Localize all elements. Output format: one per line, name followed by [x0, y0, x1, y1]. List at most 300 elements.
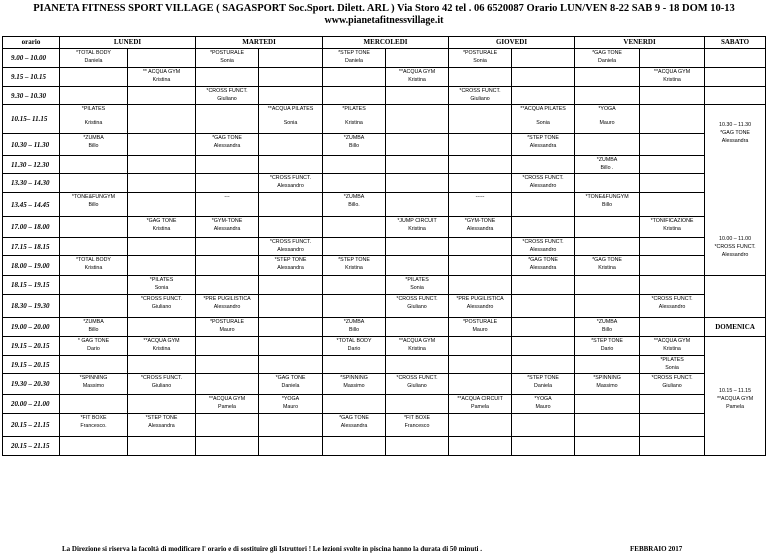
schedule-cell — [512, 356, 575, 374]
class-entry — [128, 68, 195, 84]
sunday-label-cell — [705, 318, 766, 337]
schedule-cell — [449, 337, 512, 356]
schedule-cell — [575, 49, 640, 68]
class-entry — [386, 217, 448, 233]
schedule-cell — [512, 68, 575, 87]
schedule-cell — [449, 318, 512, 337]
schedule-cell — [512, 337, 575, 356]
schedule-cell — [128, 395, 196, 414]
class-entry — [60, 134, 127, 150]
schedule-cell — [575, 374, 640, 395]
class-title: *TOTAL BODY — [76, 257, 111, 263]
class-entry — [323, 105, 385, 127]
class-entry — [259, 174, 322, 190]
class-title: **ACQUA PILATES — [520, 106, 566, 112]
class-entry — [575, 156, 639, 172]
schedule-cell — [196, 193, 259, 217]
class-title: *ZUMBA — [343, 319, 365, 325]
class-instructor: Alessandra — [340, 423, 368, 429]
schedule-cell — [60, 238, 128, 256]
time-slot: 9.00 – 10.00 — [3, 49, 60, 68]
schedule-cell — [323, 414, 386, 437]
schedule-cell — [449, 49, 512, 68]
class-title: *STEP TONE — [591, 338, 623, 344]
class-title: *CROSS FUNCT. — [651, 296, 693, 302]
schedule-cell — [640, 238, 705, 256]
class-entry — [259, 256, 322, 272]
class-entry — [196, 87, 258, 103]
class-instructor: Massimo — [82, 383, 105, 389]
header-day-wednesday: MERCOLEDI — [323, 37, 449, 49]
schedule-cell — [512, 49, 575, 68]
schedule-cell — [449, 437, 512, 456]
class-title: *PILATES — [81, 106, 106, 112]
schedule-cell — [259, 87, 323, 105]
class-title: --- — [224, 194, 230, 200]
class-instructor: Sonia — [410, 285, 424, 291]
table-row — [3, 374, 766, 395]
schedule-cell — [640, 49, 705, 68]
schedule-cell — [449, 87, 512, 105]
class-entry — [512, 374, 574, 390]
class-title: *GYM-TONE — [464, 218, 496, 224]
time-slot: 10.15– 11.15 — [3, 105, 60, 134]
schedule-cell — [196, 217, 259, 238]
schedule-cell — [386, 217, 449, 238]
table-header-row — [3, 37, 766, 49]
header-day-saturday: SABATO — [705, 37, 766, 49]
schedule-cell — [512, 87, 575, 105]
class-entry — [323, 318, 385, 334]
schedule-cell — [386, 356, 449, 374]
schedule-cell — [128, 49, 196, 68]
schedule-cell — [386, 68, 449, 87]
class-instructor: Pamela — [471, 404, 490, 410]
class-entry — [449, 395, 511, 411]
class-instructor: Kristina — [84, 120, 103, 126]
time-slot: 10.30 – 11.30 — [3, 134, 60, 156]
class-instructor: Kristina — [663, 77, 681, 83]
schedule-cell — [128, 295, 196, 318]
class-entry — [386, 374, 448, 390]
class-instructor: Francesco — [404, 423, 430, 429]
schedule-cell — [323, 68, 386, 87]
schedule-cell — [323, 134, 386, 156]
class-instructor: Dario — [600, 346, 614, 352]
class-instructor: Giuliano — [217, 96, 237, 102]
schedule-cell — [640, 295, 705, 318]
class-title: *CROSS FUNCT. — [269, 175, 312, 181]
class-title: *FIT BOXE — [80, 415, 107, 421]
schedule-cell — [386, 295, 449, 318]
schedule-cell — [196, 318, 259, 337]
class-instructor: Alessandro — [277, 247, 304, 253]
saturday-cell — [705, 68, 766, 87]
class-instructor: Billo — [88, 202, 99, 208]
schedule-cell — [128, 318, 196, 337]
schedule-cell — [449, 68, 512, 87]
schedule-cell — [60, 87, 128, 105]
class-instructor: Kristina — [408, 346, 426, 352]
schedule-cell — [128, 217, 196, 238]
header-day-tuesday: MARTEDI — [196, 37, 323, 49]
class-instructor: Kristina — [663, 346, 681, 352]
class-title: *ZUMBA — [83, 319, 104, 325]
class-instructor: Alessandro — [277, 183, 304, 189]
time-slot: 17.15 – 18.15 — [3, 238, 60, 256]
header-website: www.pianetafitnessvillage.it — [324, 15, 444, 26]
class-title: *CROSS FUNCT. — [140, 296, 183, 302]
class-entry — [60, 49, 127, 65]
schedule-cell — [323, 174, 386, 193]
schedule-cell — [575, 156, 640, 174]
schedule-cell — [259, 276, 323, 295]
class-entry — [196, 295, 258, 311]
schedule-cell — [386, 174, 449, 193]
schedule-cell — [259, 395, 323, 414]
class-instructor: Kristina — [84, 265, 103, 271]
saturday-block — [705, 105, 766, 276]
class-entry — [640, 356, 704, 372]
class-instructor: Daniela — [598, 58, 617, 64]
time-slot: 18.00 – 19.00 — [3, 256, 60, 276]
class-title: **ACQUA GYM — [653, 338, 691, 344]
class-entry — [449, 217, 511, 233]
schedule-cell — [196, 374, 259, 395]
schedule-cell — [640, 414, 705, 437]
time-slot: 13.45 – 14.45 — [3, 193, 60, 217]
class-title: *TONIFICAZIONE — [650, 218, 694, 224]
page-footer — [0, 540, 768, 558]
class-title: *TONE&FUNGYM — [585, 194, 629, 200]
schedule-cell — [323, 374, 386, 395]
class-title: *ZUMBA — [83, 135, 104, 141]
table-row — [3, 238, 766, 256]
schedule-cell — [60, 193, 128, 217]
schedule-cell — [259, 156, 323, 174]
schedule-cell — [60, 174, 128, 193]
schedule-cell — [575, 193, 640, 217]
class-title: *CROSS FUNCT. — [396, 375, 438, 381]
table-row — [3, 395, 766, 414]
class-entry — [60, 105, 127, 127]
class-title: *GAG TONE — [146, 218, 177, 224]
schedule-cell — [386, 193, 449, 217]
schedule-cell — [196, 49, 259, 68]
class-entry — [449, 295, 511, 311]
schedule-cell — [449, 276, 512, 295]
class-entry — [512, 105, 574, 127]
class-title: *GAG TONE — [592, 50, 622, 56]
class-title: **ACQUA PILATES — [267, 106, 314, 112]
class-title: **ACQUA GYM — [208, 396, 246, 402]
class-title: *CROSS FUNCT. — [396, 296, 438, 302]
class-title: *STEP TONE — [527, 375, 559, 381]
schedule-cell — [386, 395, 449, 414]
class-entry — [449, 318, 511, 334]
class-instructor: Mauro — [599, 120, 615, 126]
schedule-cell — [323, 217, 386, 238]
schedule-cell — [259, 318, 323, 337]
class-entry — [640, 68, 704, 84]
schedule-cell — [128, 174, 196, 193]
schedule-cell — [386, 156, 449, 174]
schedule-cell — [323, 256, 386, 276]
class-instructor: Francesco. — [80, 423, 107, 429]
class-title: *PILATES — [660, 357, 684, 363]
schedule-cell — [512, 256, 575, 276]
class-instructor: Sonia — [536, 120, 550, 126]
class-instructor: Mauro — [219, 327, 235, 333]
schedule-cell — [60, 134, 128, 156]
class-entry — [449, 193, 511, 201]
schedule-cell — [196, 68, 259, 87]
class-instructor: Billo — [88, 143, 99, 149]
schedule-cell — [449, 256, 512, 276]
time-slot: 9.15 – 10.15 — [3, 68, 60, 87]
class-title: *SPINNING — [79, 375, 108, 381]
saturday-cell — [705, 87, 766, 105]
class-instructor: Kristina — [408, 77, 426, 83]
sunday-label: DOMENICA — [715, 322, 755, 331]
table-row — [3, 318, 766, 337]
time-slot: 18.30 – 19.30 — [3, 295, 60, 318]
class-instructor: Alessandro — [529, 183, 557, 189]
schedule-cell — [196, 87, 259, 105]
class-entry — [575, 193, 639, 209]
class-title: *GAG TONE — [275, 375, 306, 381]
schedule-cell — [512, 193, 575, 217]
class-instructor: Alessandra — [529, 265, 557, 271]
table-row — [3, 217, 766, 238]
class-title: *POSTURALE — [462, 319, 498, 325]
header-day-friday: VENERDI — [575, 37, 705, 49]
schedule-cell — [449, 238, 512, 256]
class-title: *CROSS FUNCT. — [651, 375, 693, 381]
schedule-cell — [128, 68, 196, 87]
class-instructor: Mauro — [472, 327, 488, 333]
schedule-cell — [575, 437, 640, 456]
table-row — [3, 174, 766, 193]
schedule-cell — [323, 105, 386, 134]
schedule-cell — [196, 174, 259, 193]
class-entry — [512, 238, 574, 254]
schedule-cell — [575, 276, 640, 295]
schedule-cell — [259, 174, 323, 193]
time-slot: 19.15 – 20.15 — [3, 337, 60, 356]
schedule-cell — [323, 87, 386, 105]
schedule-cell — [575, 414, 640, 437]
class-entry — [128, 337, 195, 353]
class-entry — [60, 374, 127, 390]
schedule-cell — [575, 295, 640, 318]
schedule-cell — [575, 238, 640, 256]
schedule-cell — [259, 193, 323, 217]
schedule-cell — [640, 318, 705, 337]
schedule-cell — [196, 156, 259, 174]
schedule-cell — [323, 318, 386, 337]
class-instructor: Sonia — [220, 58, 234, 64]
table-row — [3, 105, 766, 134]
schedule-cell — [575, 337, 640, 356]
class-title: **ACQUA GYM — [653, 69, 691, 75]
schedule-cell — [259, 356, 323, 374]
class-instructor: Kristina — [152, 226, 171, 232]
schedule-cell — [60, 356, 128, 374]
schedule-cell — [259, 68, 323, 87]
schedule-cell — [575, 395, 640, 414]
class-entry — [323, 337, 385, 353]
class-title: *STEP TONE — [338, 257, 370, 263]
class-instructor: Mauro — [283, 404, 299, 410]
time-slot: 9.30 – 10.30 — [3, 87, 60, 105]
class-title: *SPINNING — [593, 375, 621, 381]
schedule-cell — [640, 276, 705, 295]
schedule-cell — [512, 134, 575, 156]
class-title: *GYM-TONE — [211, 218, 243, 224]
page-header — [0, 0, 768, 36]
schedule-cell — [128, 374, 196, 395]
class-entry — [323, 256, 385, 272]
class-entry — [640, 217, 704, 233]
time-slot: 20.15 – 21.15 — [3, 437, 60, 456]
schedule-cell — [259, 256, 323, 276]
class-title: *PILATES — [405, 277, 429, 283]
class-title: *CROSS FUNCT. — [269, 239, 312, 245]
schedule-cell — [386, 374, 449, 395]
class-entry — [386, 414, 448, 430]
class-title: *STEP TONE — [145, 415, 178, 421]
schedule-cell — [60, 105, 128, 134]
schedule-cell — [128, 193, 196, 217]
schedule-cell — [512, 217, 575, 238]
class-title: *YOGA — [598, 106, 616, 112]
schedule-cell — [60, 414, 128, 437]
schedule-cell — [60, 49, 128, 68]
class-title: *FIT BOXE — [403, 415, 431, 421]
schedule-cell — [575, 68, 640, 87]
class-instructor: Alessandra — [529, 143, 557, 149]
class-entry — [259, 395, 322, 411]
class-instructor: Alessandra — [148, 423, 175, 429]
class-entry — [575, 337, 639, 353]
class-entry — [449, 87, 511, 103]
class-entry — [259, 238, 322, 254]
class-title: *GAG TONE — [528, 257, 558, 263]
schedule-cell — [640, 174, 705, 193]
class-title: **ACQUA GYM — [398, 338, 436, 344]
schedule-cell — [640, 87, 705, 105]
class-title: *TOTAL BODY — [336, 338, 372, 344]
class-entry — [323, 414, 385, 430]
class-title: *CROSS FUNCT. — [206, 88, 248, 94]
schedule-cell — [449, 295, 512, 318]
class-instructor: Pamela — [218, 404, 236, 410]
class-instructor: Massimo — [343, 383, 365, 389]
class-instructor: Billo — [349, 143, 360, 149]
saturday-empty-cell — [705, 276, 766, 318]
saturday-cell — [705, 49, 766, 68]
schedule-cell — [60, 276, 128, 295]
schedule-cell — [640, 156, 705, 174]
time-slot: 19.30 – 20.30 — [3, 374, 60, 395]
table-row — [3, 356, 766, 374]
schedule-cell — [128, 87, 196, 105]
schedule-cell — [60, 68, 128, 87]
class-title: *STEP TONE — [527, 135, 559, 141]
class-instructor: Billo — [602, 202, 613, 208]
schedule-cell — [512, 318, 575, 337]
schedule-cell — [259, 49, 323, 68]
class-title: *TONE&FUNGYM — [71, 194, 116, 200]
table-row — [3, 68, 766, 87]
class-instructor: Billo — [602, 327, 613, 333]
schedule-cell — [60, 256, 128, 276]
schedule-cell — [60, 156, 128, 174]
schedule-cell — [575, 105, 640, 134]
class-instructor: Daniela — [84, 58, 103, 64]
class-entry — [259, 374, 322, 390]
schedule-cell — [128, 105, 196, 134]
schedule-cell — [60, 318, 128, 337]
class-title: ** ACQUA GYM — [142, 69, 181, 75]
class-instructor: Kristina — [152, 346, 171, 352]
class-instructor: Giuliano — [151, 383, 172, 389]
saturday-instructor: Alessandra — [721, 138, 749, 144]
class-entry — [512, 395, 574, 411]
schedule-cell — [323, 193, 386, 217]
schedule-cell — [196, 337, 259, 356]
class-entry — [386, 68, 448, 84]
schedule-cell — [449, 105, 512, 134]
footer-date: FEBBRAIO 2017 — [630, 545, 683, 553]
schedule-cell — [196, 105, 259, 134]
schedule-cell — [386, 134, 449, 156]
class-instructor: Giuliano — [407, 383, 427, 389]
class-entry — [323, 374, 385, 390]
table-row — [3, 156, 766, 174]
class-title: *CROSS FUNCT. — [459, 88, 501, 94]
schedule-cell — [640, 356, 705, 374]
time-slot: 19.00 – 20.00 — [3, 318, 60, 337]
table-row — [3, 134, 766, 156]
schedule-cell — [449, 174, 512, 193]
class-entry — [640, 374, 704, 390]
class-instructor: Sonia — [154, 285, 169, 291]
schedule-cell — [128, 276, 196, 295]
schedule-cell — [386, 318, 449, 337]
class-instructor: Mauro — [535, 404, 551, 410]
class-entry — [512, 134, 574, 150]
class-entry — [259, 105, 322, 127]
saturday-class-title-2: *CROSS FUNCT. — [714, 244, 756, 250]
class-instructor: Kristina — [598, 265, 616, 271]
class-instructor: Alessandra — [213, 143, 241, 149]
schedule-cell — [386, 238, 449, 256]
schedule-cell — [575, 318, 640, 337]
class-instructor: Giuliano — [151, 304, 172, 310]
schedule-cell — [323, 295, 386, 318]
table-row — [3, 295, 766, 318]
class-entry — [640, 295, 704, 311]
class-instructor: Kristina — [663, 226, 681, 232]
class-instructor: Billo — [88, 327, 99, 333]
schedule-cell — [259, 238, 323, 256]
schedule-cell — [640, 395, 705, 414]
class-instructor: Billo — [349, 327, 360, 333]
schedule-cell — [259, 295, 323, 318]
schedule-cell — [259, 134, 323, 156]
